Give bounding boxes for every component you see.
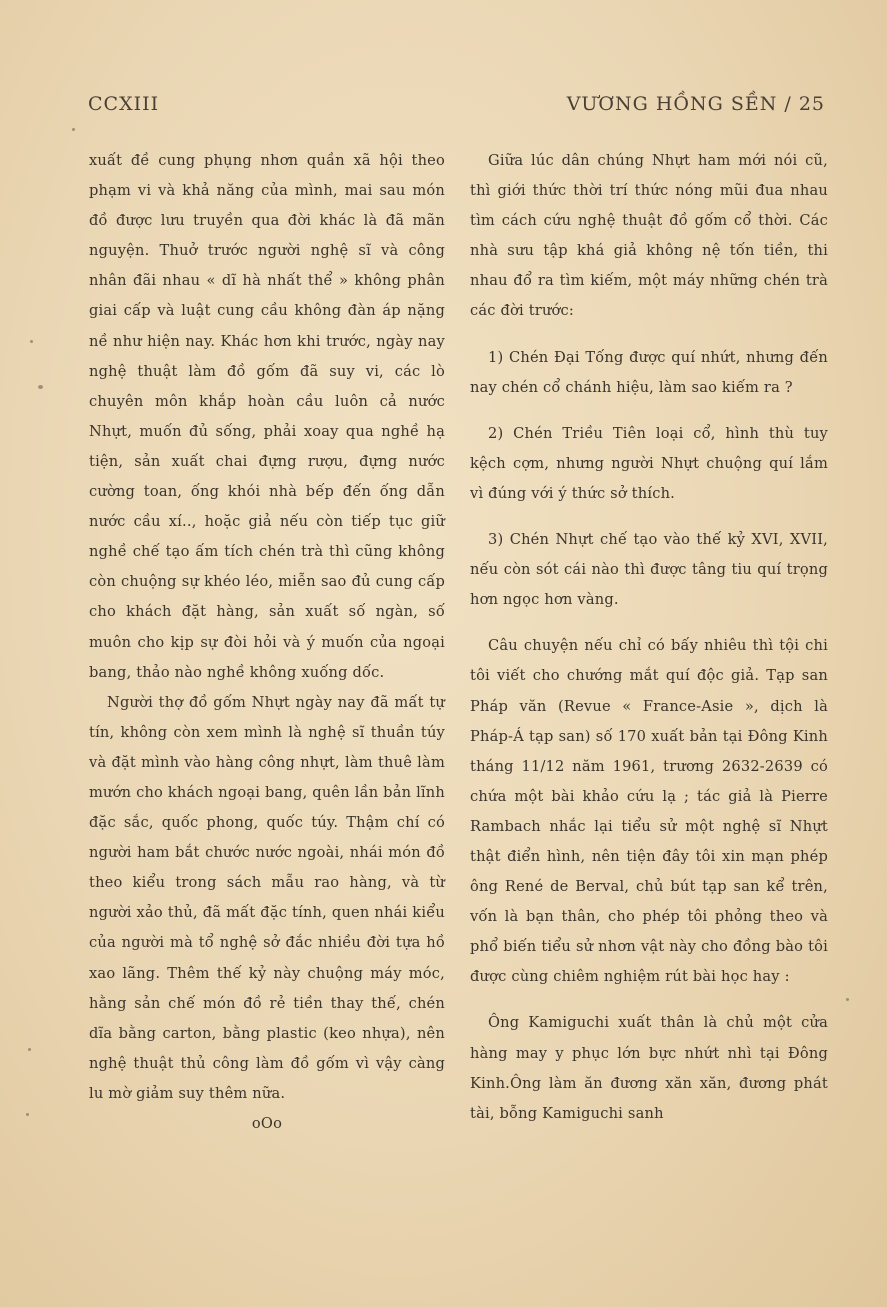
right-paragraph-3: 2) Chén Triều Tiên loại cổ, hình thù tuy kệch cợm, nhưng người Nhựt chuộng quí lắm vì đúng với ý thức sở thích. (470, 424, 828, 502)
paper-speck (28, 1048, 31, 1051)
right-paragraph-6: Ông Kamiguchi xuất thân là chủ một cửa hàng may y phục lớn bực nhứt nhì tại Đông Kinh.Ông làm ăn đương xăn xăn, đương phát tài, bỗng Kamiguchi sanh (470, 1014, 828, 1122)
paper-speck (26, 1113, 29, 1116)
chapter-number: CCXIII (88, 93, 160, 115)
right-paragraph-5: Câu chuyện nếu chỉ có bấy nhiêu thì tội chi tôi viết cho chướng mắt quí độc giả. Tạp san Pháp văn (Revue « France-Asie », dịch là Pháp-Á tạp san) số 170 xuất bản tại Đông Kinh tháng 11/12 năm 1961, trương 2632-2639 có chứa một bài khảo cứu lạ ; tác giả là Pierre Rambach nhắc lại tiểu sử một nghệ sĩ Nhựt thật điển hình, nên tiện đây tôi xin mạn phép ông René de Berval, chủ bút tạp san kể trên, vốn là bạn thân, cho phép tôi phỏng theo và phổ biến tiểu sử nhơn vật này cho đồng bào tôi được cùng chiêm nghiệm rút bài học hay : (470, 637, 828, 986)
right-paragraph-1: Giữa lúc dân chúng Nhựt ham mới nói cũ, thì giới thức thời trí thức nóng mũi đua nhau tìm cách cứu nghệ thuật đồ gốm cổ thời. Các nhà sưu tập khá giả không nệ tốn tiền, thi nhau đổ ra tìm kiếm, một máy những chén trà các đời trước: (470, 152, 828, 320)
right-paragraph-4: 3) Chén Nhựt chế tạo vào thế kỷ XVI, XVII, nếu còn sót cái nào thì được tâng tiu quí trọng hơn ngọc hơn vàng. (470, 531, 828, 609)
right-paragraph-2: 1) Chén Đại Tống được quí nhứt, nhưng đến nay chén cổ chánh hiệu, làm sao kiếm ra ? (470, 348, 828, 396)
section-end-mark: oOo (251, 1115, 283, 1132)
paper-speck (30, 340, 33, 343)
right-column (470, 146, 828, 1129)
paper-speck (846, 998, 849, 1001)
author-page-number: VƯƠNG HỒNG SỀN / 25 (566, 93, 825, 115)
left-column (89, 146, 445, 1139)
left-paragraph-1: xuất đề cung phụng nhơn quần xã hội theo phạm vi và khả năng của mình, mai sau món đồ được lưu truyền qua đời khác là đã mãn nguyện. Thuở trước người nghệ sĩ và công nhân đãi nhau « dĩ hà nhất thể » không phân giai cấp và luật cung cầu không đàn áp nặng nề như hiện nay. Khác hơn khi trước, ngày nay nghệ thuật làm đồ gốm đã suy vi, các lò chuyên môn khắp hoàn cầu luôn cả nước Nhựt, muốn đủ sống, phải xoay qua nghề hạ tiện, sản xuất chai đựng rượu, đựng nước cường toan, ống khói nhà bếp đến ống dẫn nước cầu xí.., hoặc giả nếu còn tiếp tục giữ nghề chế tạo ấm tích chén trà thì cũng không còn chuộng sự khéo léo, miễn sao đủ cung cấp cho khách đặt hàng, sản xuất số ngàn, số muôn cho kịp sự đòi hỏi và ý muốn của ngoại bang, thảo nào nghề không xuống dốc. (89, 152, 445, 681)
page-header (88, 93, 825, 123)
paper-speck (38, 385, 43, 389)
left-paragraph-2: Người thợ đồ gốm Nhựt ngày nay đã mất tự tín, không còn xem mình là nghệ sĩ thuần túy và đặt mình vào hàng công nhựt, làm thuê làm mướn cho khách ngoại bang, quên lần bản lĩnh đặc sắc, quốc phong, quốc túy. Thậm chí có người ham bắt chước nước ngoài, nhái món đồ theo kiểu trong sách mẫu rao hàng, và từ người xảo thủ, đã mất đặc tính, quen nhái kiểu của người mà tổ nghệ sở đắc nhiều đời tựa hồ xao lãng. Thêm thế kỷ này chuộng máy móc, hằng sản chế món đồ rẻ tiền thay thế, chén dĩa bằng carton, bằng plastic (keo nhựa), nên nghệ thuật thủ công làm đồ gốm vì vậy càng lu mờ giảm suy thêm nữa. (89, 693, 445, 1102)
paper-speck (72, 128, 75, 131)
